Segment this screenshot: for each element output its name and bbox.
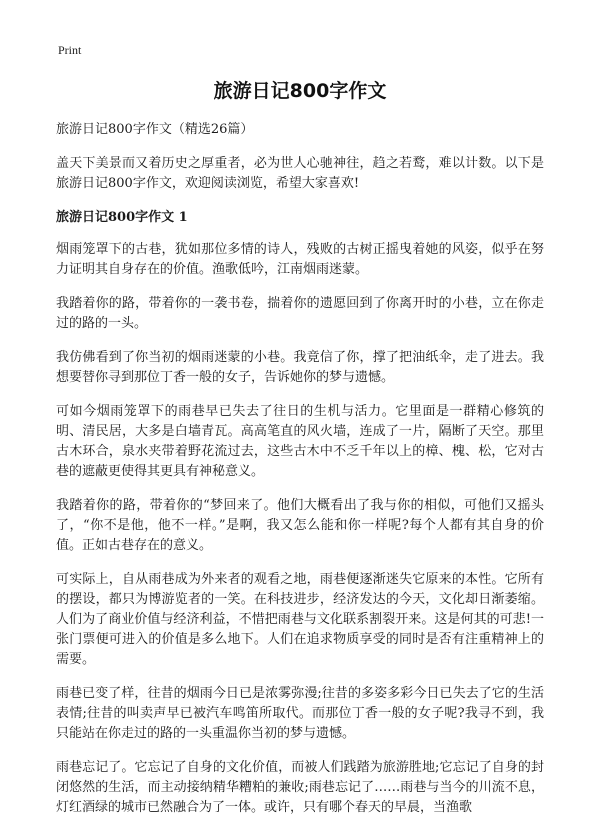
intro-paragraph: 盖天下美景而又着历史之厚重者，必为世人心驰神往，趋之若鹜，难以计数。以下是旅游日记800字作文，欢迎阅读浏览，希望大家喜欢! bbox=[56, 156, 544, 191]
section-heading: 旅游日记800字作文 1 bbox=[56, 210, 188, 225]
body-paragraph: 我踏着你的路，带着你的一袭书卷，揣着你的遗愿回到了你离开时的小巷，立在你走过的路的一头。 bbox=[56, 296, 544, 331]
document-subtitle: 旅游日记800字作文（精选26篇） bbox=[56, 122, 254, 137]
body-paragraph: 可实际上，自从雨巷成为外来者的观看之地，雨巷便逐渐迷失它原来的本性。它所有的摆设，都只为博游览者的一笑。在科技进步，经济发达的今天，文化却日渐萎缩。人们为了商业价值与经济利益，不惜把雨巷与文化联系割裂开来。这是何其的可悲!一张门票便可进入的价值是多么地下。人们在追求物质享受的同时是否有注重精神上的需要。 bbox=[56, 572, 544, 667]
body-paragraph: 可如今烟雨笼罩下的雨巷早已失去了往日的生机与活力。它里面是一群精心修筑的明、清民居，大多是白墙青瓦。高高笔直的风火墙，连成了一片，隔断了天空。那里古木环合，泉水夹带着野花流过去，这些古木中不乏千年以上的樟、槐、松，它对古巷的遮蔽更使得其更具有神秘意义。 bbox=[56, 404, 544, 479]
body-paragraph: 我踏着你的路，带着你的“梦回来了。他们大概看出了我与你的相似，可他们又摇头了，“你不是他，他不一样。”是啊，我又怎么能和你一样呢?每个人都有其自身的价值。正如古巷存在的意义。 bbox=[56, 498, 544, 553]
body-paragraph: 雨巷已变了样，往昔的烟雨今日已是浓雾弥漫;往昔的多姿多彩今日已失去了它的生活表情;往昔的叫卖声早已被汽车鸣笛所取代。而那位丁香一般的女子呢?我寻不到，我只能站在你走过的路的一头重温你当初的梦与遗憾。 bbox=[56, 686, 544, 741]
page-title: 旅游日记800字作文 bbox=[213, 80, 387, 102]
body-paragraph: 我仿佛看到了你当初的烟雨迷蒙的小巷。我竟信了你，撑了把油纸伞，走了进去。我想要替你寻到那位丁香一般的女子，告诉她你的梦与遗憾。 bbox=[56, 350, 544, 385]
body-paragraph: 烟雨笼罩下的古巷，犹如那位多情的诗人，残败的古树正摇曳着她的风姿，似乎在努力证明其自身存在的价值。渔歌低吟，江南烟雨迷蒙。 bbox=[56, 242, 544, 277]
print-link[interactable]: Print bbox=[58, 43, 82, 57]
body-paragraph: 雨巷忘记了。它忘记了自身的文化价值，而被人们践踏为旅游胜地;它忘记了自身的封闭悠然的生活，而主动接纳精华糟粕的兼收;雨巷忘记了……雨巷与当今的川流不息，灯红酒绿的城市已然融合为了一体。或许，只有哪个春天的早晨，当渔歌 bbox=[56, 760, 544, 815]
